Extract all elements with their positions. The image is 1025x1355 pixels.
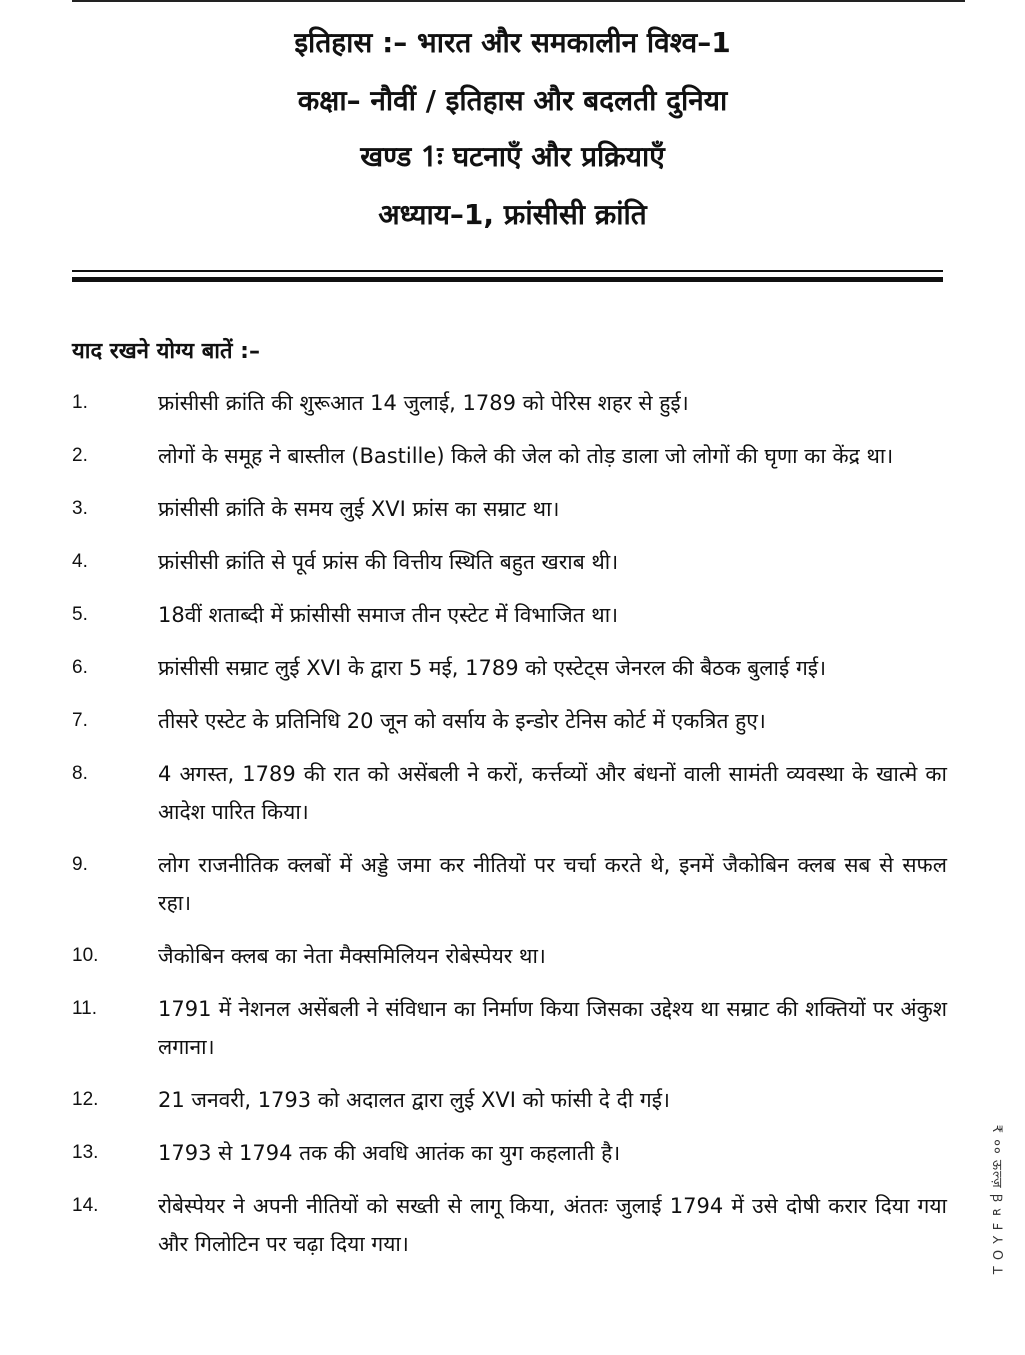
item-text: 1791 में नेशनल असेंबली ने संविधान का निर्माण किया जिसका उद्देश्य था सम्राट की शक्तियों पर अंकुश लगाना। [158,997,947,1059]
item-text: जैकोबिन क्लब का नेता मैक्समिलियन रोबेस्पेयर था। [158,944,546,968]
list-item [72,990,947,1066]
item-text: रोबेस्पेयर ने अपनी नीतियों को सख्ती से लागू किया, अंततः जुलाई 1794 में उसे दोषी करार दिया गया और गिलोटिन पर चढ़ा दिया गया। [158,1194,947,1256]
list-item [72,755,947,831]
list-item [72,937,947,975]
side-stamp [978,1100,1018,1300]
item-number: 14. [72,1195,99,1216]
header-subject: इतिहास :– भारत और समकालीन विश्व–1 [294,26,731,59]
item-number: 2. [72,445,88,466]
item-text: लोग राजनीतिक क्लबों में अड्डे जमा कर नीतियों पर चर्चा करते थे, इनमें जैकोबिन क्लब सब से सफल रहा। [158,853,947,915]
item-text: 1793 से 1794 तक की अवधि आतंक का युग कहलाती है। [158,1141,621,1165]
item-number: 3. [72,498,88,519]
item-number: 4. [72,551,88,572]
list-item [72,543,947,581]
item-number: 9. [72,854,88,875]
list-item [72,490,947,528]
item-number: 7. [72,710,88,731]
item-number: 5. [72,604,88,625]
divider-thick-line [72,277,943,282]
item-text: 18वीं शताब्दी में फ्रांसीसी समाज तीन एस्टेट में विभाजित था। [158,603,619,627]
item-number: 10. [72,945,99,966]
item-text: तीसरे एस्टेट के प्रतिनिधि 20 जून को वर्साय के इन्डोर टेनिस कोर्ट में एकत्रित हुए। [158,709,766,733]
side-stamp-text: ₹ ०० ऊल्ज़ Ꞵ ᴚ Ⅎ ⅄ O ꓕ [989,1124,1004,1276]
header-chapter: अध्याय–1, फ्रांसीसी क्रांति [378,198,647,231]
header-section: खण्ड 1ः घटनाएँ और प्रक्रियाएँ [360,140,665,173]
top-rule [72,0,965,2]
points-list [72,384,947,1278]
list-item [72,1187,947,1263]
list-item [72,1134,947,1172]
list-item [72,384,947,422]
list-item [72,1081,947,1119]
list-item [72,596,947,634]
item-text: फ्रांसीसी क्रांति की शुरूआत 14 जुलाई, 1789 को पेरिस शहर से हुई। [158,391,689,415]
section-title: याद रखने योग्य बातें :– [72,339,260,364]
item-text: फ्रांसीसी क्रांति से पूर्व फ्रांस की वित्तीय स्थिति बहुत खराब थी। [158,550,619,574]
header-class: कक्षा– नौवीं / इतिहास और बदलती दुनिया [297,84,728,117]
item-number: 13. [72,1142,99,1163]
item-text: फ्रांसीसी सम्राट लुई XVI के द्वारा 5 मई, 1789 को एस्टेट्स जेनरल की बैठक बुलाई गई। [158,656,827,680]
divider-thin-line [72,270,943,272]
header-divider [72,270,943,282]
list-item [72,437,947,475]
list-item [72,649,947,687]
item-text: 4 अगस्त, 1789 की रात को असेंबली ने करों, कर्त्तव्यों और बंधनों वाली सामंती व्यवस्था के खात्मे का आदेश पारित किया। [158,762,947,824]
item-number: 8. [72,763,88,784]
list-item [72,702,947,740]
item-text: 21 जनवरी, 1793 को अदालत द्वारा लुई XVI को फांसी दे दी गई। [158,1088,670,1112]
item-text: फ्रांसीसी क्रांति के समय लुई XVI फ्रांस का सम्राट था। [158,497,560,521]
item-number: 12. [72,1089,99,1110]
list-item [72,846,947,922]
item-number: 6. [72,657,88,678]
item-number: 1. [72,392,88,413]
item-text: लोगों के समूह ने बास्तील (Bastille) किले की जेल को तोड़ डाला जो लोगों की घृणा का केंद्र था। [158,444,894,468]
item-number: 11. [72,998,98,1019]
